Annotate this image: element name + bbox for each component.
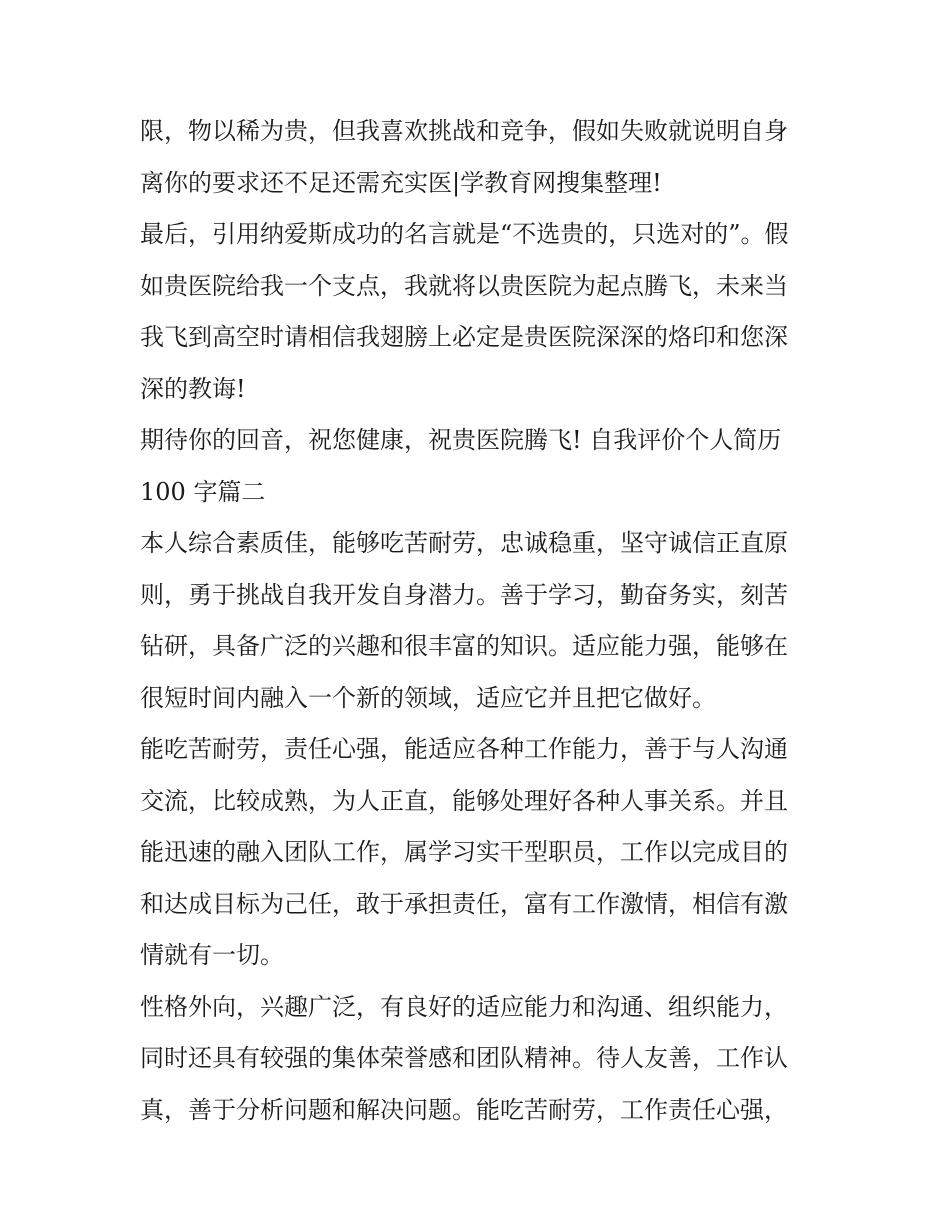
text-line: 我飞到高空时请相信我翅膀上必定是贵医院深深的烙印和您深	[140, 323, 788, 351]
text-line: 离你的要求还不足还需充实医|学教育网搜集整理!	[140, 168, 662, 197]
text-line: 100 字篇二	[140, 477, 266, 506]
text-line: 真，善于分析问题和解决问题。能吃苦耐劳，工作责任心强，	[140, 1095, 788, 1124]
text-line: 交流，比较成熟，为人正直，能够处理好各种人事关系。并且	[140, 786, 788, 815]
text-line: 最后，引用纳爱斯成功的名言就是“不选贵的，只选对的”。假	[140, 220, 789, 248]
text-line: 情就有一切。	[140, 941, 284, 969]
text-line: 性格外向，兴趣广泛，有良好的适应能力和沟通、组织能力，	[140, 992, 788, 1021]
text-line: 和达成目标为己任，敢于承担责任，富有工作激情，相信有激	[140, 889, 788, 918]
text-line: 本人综合素质佳，能够吃苦耐劳，忠诚稳重，坚守诚信正直原	[140, 529, 788, 557]
document-body	[140, 106, 820, 1136]
text-line: 深的教诲!	[140, 374, 246, 403]
text-line: 同时还具有较强的集体荣誉感和团队精神。待人友善，工作认	[140, 1044, 788, 1072]
text-line: 钻研，具备广泛的兴趣和很丰富的知识。适应能力强，能够在	[140, 632, 788, 660]
text-line: 能迅速的融入团队工作，属学习实干型职员，工作以完成目的	[140, 838, 788, 866]
text-line: 很短时间内融入一个新的领域，适应它并且把它做好。	[140, 683, 716, 712]
text-line: 能吃苦耐劳，责任心强，能适应各种工作能力，善于与人沟通	[140, 735, 788, 763]
text-line: 如贵医院给我一个支点，我就将以贵医院为起点腾飞，未来当	[140, 271, 788, 300]
text-line: 期待你的回音，祝您健康，祝贵医院腾飞! 自我评价个人简历	[140, 426, 782, 454]
text-line: 限，物以稀为贵，但我喜欢挑战和竞争，假如失败就说明自身	[140, 117, 788, 145]
text-line: 则，勇于挑战自我开发自身潜力。善于学习，勤奋务实，刻苦	[140, 580, 788, 609]
